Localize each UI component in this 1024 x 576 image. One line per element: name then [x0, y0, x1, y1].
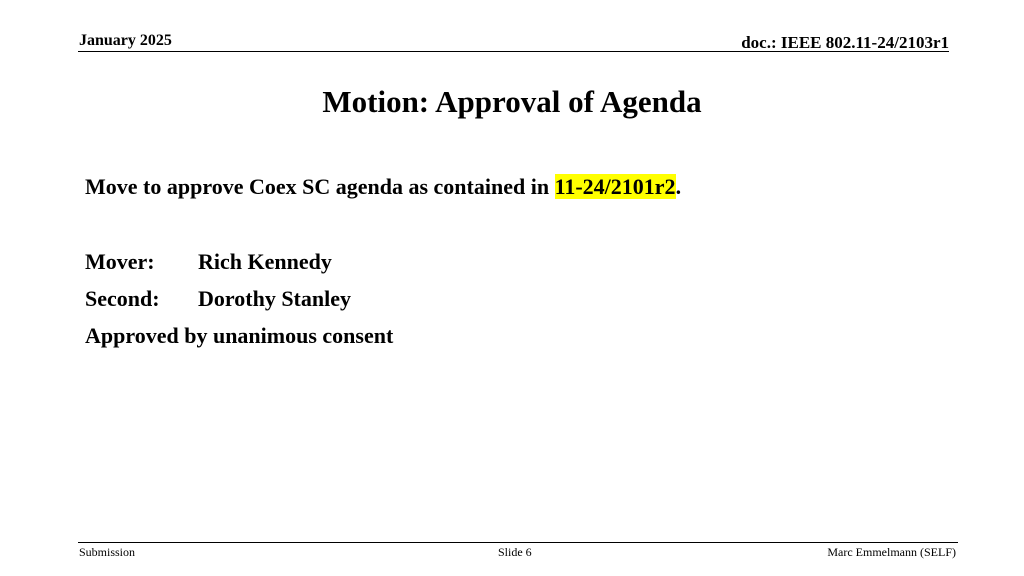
header-date: January 2025: [79, 32, 172, 49]
second-line: [85, 286, 351, 312]
second-label: Second:: [85, 286, 160, 311]
mover-label: Mover:: [85, 249, 155, 274]
footer-divider: [78, 542, 958, 543]
footer-slide-number: Slide 6: [498, 545, 532, 559]
header-doc-id: doc.: IEEE 802.11-24/2103r1: [741, 33, 949, 52]
header-divider: [78, 51, 949, 52]
slide-title: Motion: Approval of Agenda: [322, 84, 702, 119]
footer-submission: Submission: [79, 545, 136, 559]
mover-name: Rich Kennedy: [198, 249, 332, 274]
mover-line: [85, 249, 332, 275]
motion-text: Move to approve Coex SC agenda as contained in: [85, 174, 555, 199]
motion-period: .: [675, 174, 682, 199]
motion-document-reference: 11-24/2101r2: [554, 174, 676, 199]
approval-result: Approved by unanimous consent: [85, 323, 394, 348]
footer-author: Marc Emmelmann (SELF): [827, 545, 956, 559]
second-name: Dorothy Stanley: [198, 286, 351, 311]
motion-statement: [85, 174, 681, 200]
